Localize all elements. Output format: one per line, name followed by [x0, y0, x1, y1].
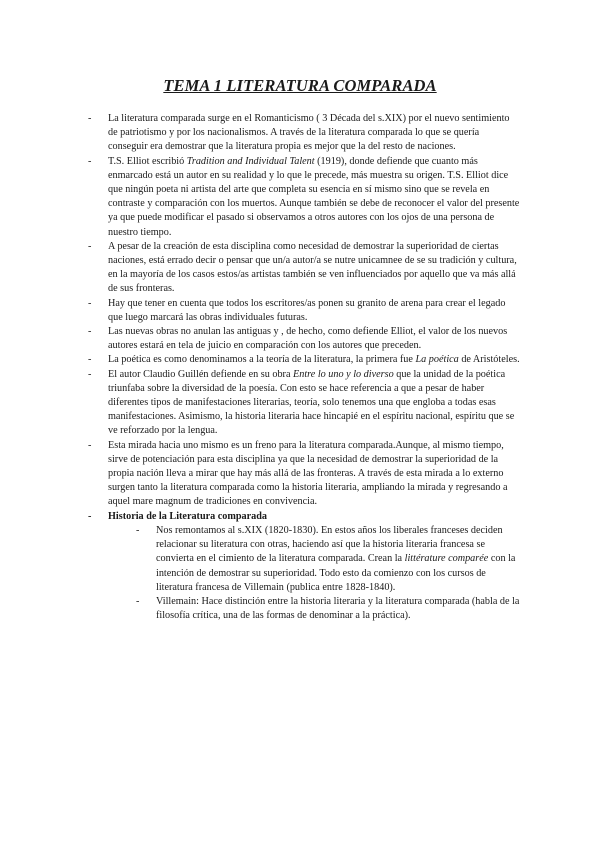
item-text: Hay que tener en cuenta que todos los escritores/as ponen su granito de arena para crear el legado que luego marcará las obras individuales futuras.: [108, 297, 506, 323]
item-text: que la unidad de la poética triunfaba sobre la diversidad de la poesía. Con esto se hace referencia a que a pesar de haber diferentes tipos de manifestaciones literarias, teoría, solo tenemos una que engloba a todas esas manifestaciones. Asimismo, la historia literaria hace hincapié en el espíritu nacional, espíritu que se ve reforzado por la lengua.: [108, 368, 515, 437]
bullet-dash: -: [136, 524, 140, 536]
page-title: TEMA 1 LITERATURA COMPARADA: [163, 76, 437, 95]
list-item: [88, 325, 520, 353]
term-italic: littérature comparée: [404, 553, 489, 565]
bullet-dash: -: [88, 297, 92, 309]
item-text: con la intención de demostrar su superioridad. Todo esto da comienzo con los cursos de literatura francesa de Villemain (publica entre 1828-1840).: [156, 553, 516, 593]
item-text: de Aristóteles.: [458, 354, 520, 366]
bullet-list: [88, 112, 520, 623]
bullet-dash: -: [88, 155, 92, 167]
item-text: Las nuevas obras no anulan las antiguas y , de hecho, como defiende Elliot, el valor de los nuevos autores estará en tela de juicio en comparación con los autores que preceden.: [108, 326, 508, 352]
list-item: [88, 240, 520, 297]
item-text: Nos remontamos al s.XIX (1820-1830). En estos años los liberales franceses deciden relacionar su literatura con otras, haciendo así que la historia literaria francesa se convierta en el cimiento de la literatura comparada. Crean la: [156, 524, 503, 565]
bullet-dash: -: [136, 595, 140, 607]
bullet-dash: -: [88, 326, 92, 338]
list-item: [88, 297, 520, 325]
section-heading: Historia de la Literatura comparada: [108, 510, 268, 522]
item-text: A pesar de la creación de esta disciplina como necesidad de demostrar la superioridad de ciertas naciones, está errado decir o pensar que un/a autor/a se nutre unicamnee de se su tradición y cultura, en la mayoría de los casos estos/as artistas también se ven influenciados por aquello que va más allá de sus fronteras.: [108, 240, 517, 295]
item-text: La poética es como denominamos a la teoría de la literatura, la primera fue: [108, 354, 416, 366]
book-title: Entre lo uno y lo diverso: [293, 368, 394, 380]
section-item: [88, 510, 520, 624]
list-item: [88, 368, 520, 439]
list-item: [88, 112, 520, 155]
bullet-dash: -: [88, 439, 92, 451]
item-text: (1919), donde defiende que cuanto más enmarcado está un autor en su realidad y lo que le precede, más muestra su origen. T.S. Elliot dice que ningún poeta ni artista del arte que completa su esencia en sí mismo sino que se revela en contraste y comparación con los muertos. Aunque también se debe de reconocer el valor del presente ya que puede modificar el pasado si observamos a otros autores con los ojos de una persona de nuestro tiempo.: [108, 155, 520, 238]
bullet-dash: -: [88, 354, 92, 366]
item-text: El autor Claudio Guillén defiende en su obra: [108, 368, 294, 380]
list-item: [88, 439, 520, 510]
item-text: Esta mirada hacia uno mismo es un freno para la literatura comparada.Aunque, al mismo tiempo, sirve de potenciación para esta disciplina ya que la necesidad de demostrar la superioridad de la propia nación lleva a mirar que hay más allá de las fronteras. A través de esta mirada a lo externo surgen tanto la literatura comparada como la historia literaria, ampliando la mirada y regresando a aquel mare magnum de tradiciones en convivencia.: [108, 439, 508, 508]
bullet-dash: -: [88, 240, 92, 252]
item-text: La literatura comparada surge en el Romanticismo ( 3 Década del s.XIX) por el nuevo sentimiento de patriotismo y por los nacionalismos. A través de la literatura comparada lo que se quería conseguir era demostrar que la literatura propia es mejor que la del resto de naciones.: [108, 113, 510, 153]
book-title: Tradition and Individual Talent: [186, 155, 315, 167]
bullet-dash: -: [88, 113, 92, 124]
sub-list-item: [136, 595, 520, 623]
list-item: [88, 155, 520, 240]
sub-list: [108, 524, 520, 623]
sub-list-item: [136, 524, 520, 595]
bullet-dash: -: [88, 510, 92, 522]
bullet-dash: -: [88, 368, 92, 380]
item-text: T.S. Elliot escribió: [108, 155, 187, 167]
list-item: [88, 353, 520, 367]
book-title: La poética: [415, 354, 459, 366]
item-text: Villemain: Hace distinción entre la historia literaria y la literatura comparada (habla de la filosofía crítica, una de las formas de denominar a la práctica).: [156, 595, 520, 622]
